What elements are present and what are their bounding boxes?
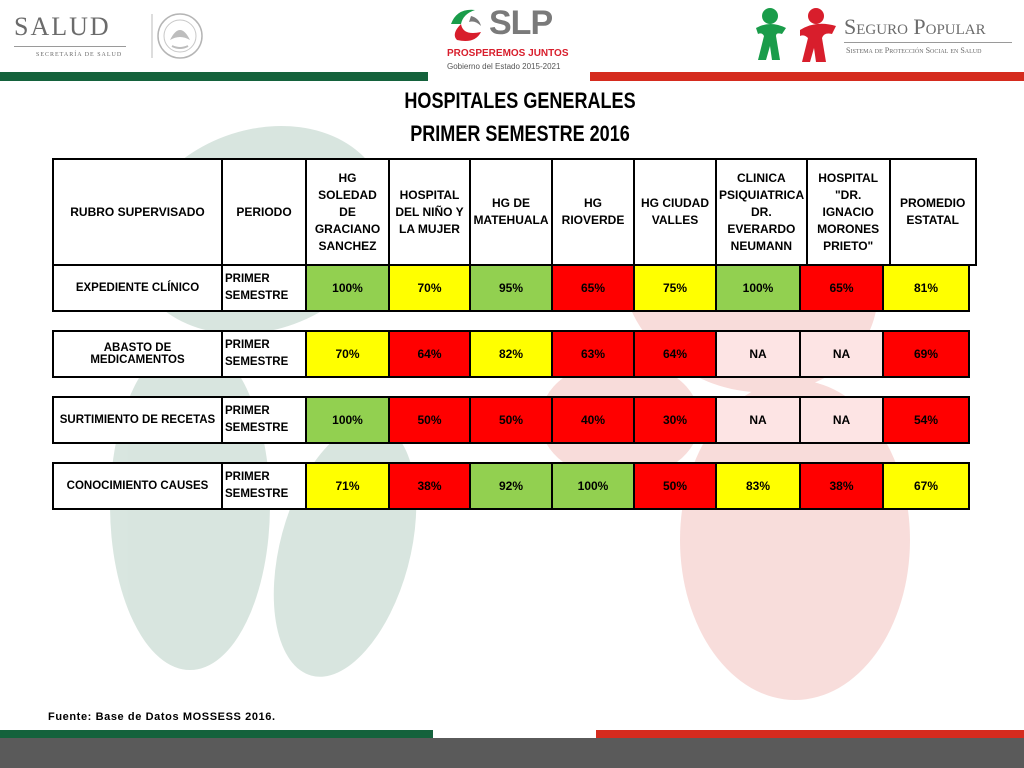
row-label: ABASTO DE MEDICAMENTOS [53, 331, 222, 377]
salud-name: SALUD [14, 12, 111, 41]
column-header: HG DE MATEHUALA [470, 159, 552, 265]
value-cell: 82% [470, 331, 552, 377]
value-cell: 40% [552, 397, 634, 443]
seguro-popular-logo [752, 6, 1014, 68]
value-cell: 54% [883, 397, 969, 443]
value-cell: 92% [470, 463, 552, 509]
seguro-popular-figures-icon [752, 6, 840, 66]
column-header: HG CIUDAD VALLES [634, 159, 716, 265]
table-row [53, 397, 969, 443]
value-cell: 63% [552, 331, 634, 377]
value-cell: 70% [389, 265, 470, 311]
value-cell: 50% [389, 397, 470, 443]
value-cell: 65% [552, 265, 634, 311]
value-cell: 70% [306, 331, 389, 377]
value-cell: 100% [716, 265, 800, 311]
slp-government: Gobierno del Estado 2015-2021 [447, 62, 561, 71]
header [0, 0, 1024, 80]
row-table-abasto [52, 330, 970, 378]
row-label: EXPEDIENTE CLÍNICO [53, 265, 222, 311]
slp-name: SLP [489, 4, 553, 42]
value-cell: 67% [883, 463, 969, 509]
table-row [53, 463, 969, 509]
salud-logo [14, 10, 134, 60]
source-note: Fuente: Base de Datos MOSSESS 2016. [48, 711, 276, 723]
value-cell: 30% [634, 397, 716, 443]
slp-tagline: PROSPEREMOS JUNTOS [447, 48, 569, 59]
row-table-surtimiento [52, 396, 970, 444]
value-cell: 95% [470, 265, 552, 311]
column-header: HG RIOVERDE [552, 159, 634, 265]
seguro-popular-divider [844, 42, 1012, 43]
value-cell: 71% [306, 463, 389, 509]
value-cell: NA [716, 397, 800, 443]
salud-subtitle: SECRETARÍA DE SALUD [36, 52, 123, 58]
row-label: SURTIMIENTO DE RECETAS [53, 397, 222, 443]
column-header-table [52, 158, 977, 266]
value-cell: NA [800, 331, 883, 377]
seguro-popular-subtitle: Sistema de Protección Social en Salud [846, 46, 982, 55]
value-cell: 100% [552, 463, 634, 509]
value-cell: 100% [306, 397, 389, 443]
slp-logo [445, 4, 575, 76]
column-header: RUBRO SUPERVISADO [53, 159, 222, 265]
value-cell: NA [716, 331, 800, 377]
column-header: CLINICA PSIQUIATRICA DR. EVERARDO NEUMANN [716, 159, 807, 265]
row-table-expediente [52, 264, 970, 312]
value-cell: NA [800, 397, 883, 443]
row-period: PRIMER SEMESTRE [222, 397, 306, 443]
row-table-conocimiento [52, 462, 970, 510]
header-green-bar [0, 72, 428, 81]
footer-red-bar [596, 730, 1024, 738]
row-label: CONOCIMIENTO CAUSES [53, 463, 222, 509]
header-red-bar [590, 72, 1024, 81]
column-header: HOSPITAL DEL NIÑO Y LA MUJER [389, 159, 470, 265]
value-cell: 81% [883, 265, 969, 311]
column-header: PERIODO [222, 159, 306, 265]
column-header: HOSPITAL "DR. IGNACIO MORONES PRIETO" [807, 159, 890, 265]
value-cell: 64% [389, 331, 470, 377]
page-title: HOSPITALES GENERALES [404, 88, 636, 113]
value-cell: 64% [634, 331, 716, 377]
column-header: HG SOLEDAD DE GRACIANO SANCHEZ [306, 159, 389, 265]
page-subtitle: PRIMER SEMESTRE 2016 [410, 121, 630, 146]
salud-divider [14, 46, 126, 47]
slp-swoosh-icon [445, 6, 489, 46]
value-cell: 100% [306, 265, 389, 311]
table-row [53, 265, 969, 311]
row-period: PRIMER SEMESTRE [222, 463, 306, 509]
seguro-popular-name: Seguro Popular [844, 14, 986, 39]
value-cell: 69% [883, 331, 969, 377]
row-period: PRIMER SEMESTRE [222, 265, 306, 311]
value-cell: 38% [389, 463, 470, 509]
value-cell: 75% [634, 265, 716, 311]
footer-gray-bar [0, 738, 1024, 768]
value-cell: 65% [800, 265, 883, 311]
footer-green-bar [0, 730, 433, 738]
row-period: PRIMER SEMESTRE [222, 331, 306, 377]
value-cell: 83% [716, 463, 800, 509]
value-cell: 50% [470, 397, 552, 443]
table-row [53, 331, 969, 377]
value-cell: 38% [800, 463, 883, 509]
mexico-seal-icon [148, 10, 206, 62]
column-header: PROMEDIO ESTATAL [890, 159, 976, 265]
header-row [53, 159, 976, 265]
value-cell: 50% [634, 463, 716, 509]
